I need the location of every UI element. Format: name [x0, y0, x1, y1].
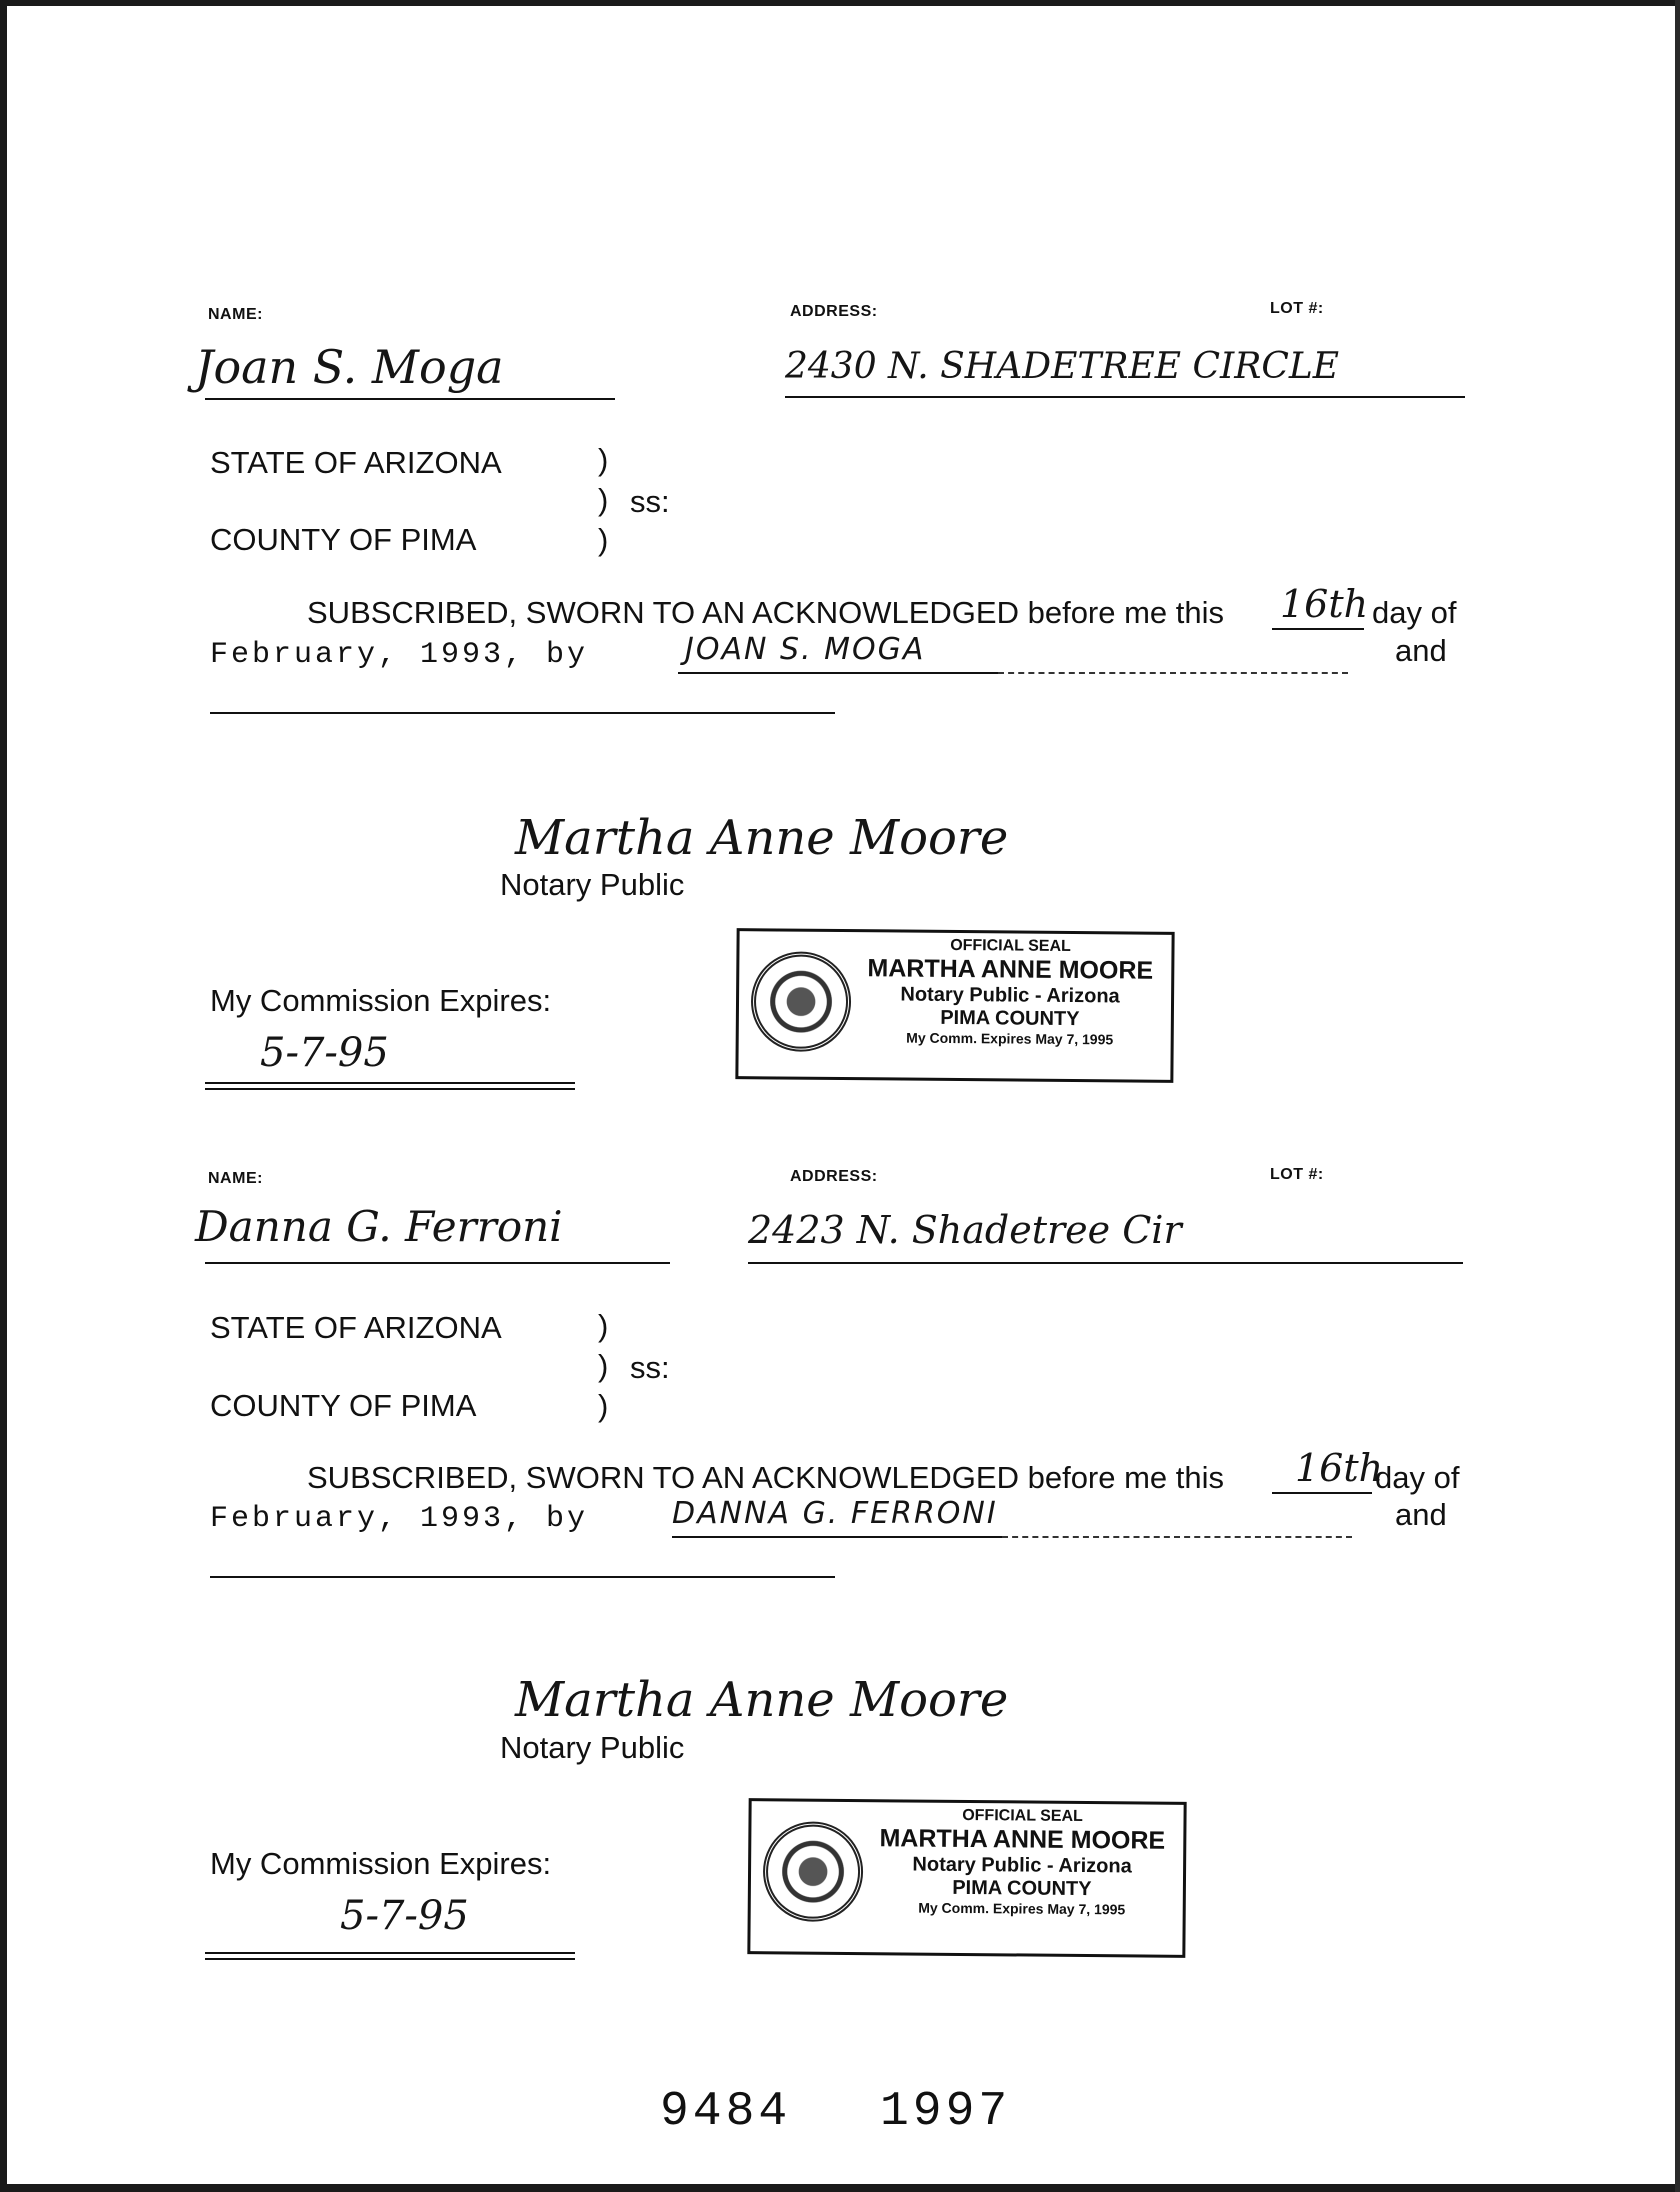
printed-name: DANNA G. FERRONI — [672, 1496, 998, 1531]
notary-signature: Martha Anne Moore — [515, 810, 1009, 866]
scan-border-right — [1675, 0, 1680, 2192]
commission-label: My Commission Expires: — [210, 1846, 552, 1881]
notary-public-label: Notary Public — [500, 1730, 685, 1765]
seal-name: MARTHA ANNE MOORE — [879, 1824, 1166, 1855]
day-line — [1272, 1492, 1372, 1494]
paren: ) — [598, 1308, 609, 1343]
notary-signature: Martha Anne Moore — [515, 1672, 1009, 1728]
scan-border-bottom — [0, 2184, 1680, 2192]
name-signature: Danna G. Ferroni — [195, 1202, 563, 1251]
seal-county: PIMA COUNTY — [952, 1876, 1092, 1901]
official-seal — [747, 1798, 1186, 1958]
paren: ) — [598, 442, 609, 477]
seal-expires: My Comm. Expires May 7, 1995 — [906, 1029, 1114, 1048]
address-value: 2423 N. Shadetree Cir — [748, 1208, 1182, 1252]
county-label: COUNTY OF PIMA — [210, 522, 477, 557]
blank-line — [210, 712, 835, 714]
ss-label: ss: — [630, 1350, 670, 1385]
seal-name: MARTHA ANNE MOORE — [867, 954, 1154, 985]
oath-day-of: day of — [1372, 595, 1457, 630]
oath-day: 16th — [1295, 1446, 1384, 1490]
address-value: 2430 N. SHADETREE CIRCLE — [785, 346, 1340, 387]
notary-public-label: Notary Public — [500, 867, 685, 902]
commission-date: 5-7-95 — [340, 1893, 469, 1939]
footer-number-right: 1997 — [880, 2085, 1012, 2139]
ss-label: ss: — [630, 484, 670, 519]
state-label: STATE OF ARIZONA — [210, 445, 502, 480]
lot-label: LOT #: — [1270, 300, 1324, 317]
footer-number-left: 9484 — [660, 2085, 792, 2139]
address-line — [785, 396, 1465, 398]
county-label: COUNTY OF PIMA — [210, 1388, 477, 1423]
address-label: ADDRESS: — [790, 1168, 878, 1185]
seal-title: OFFICIAL SEAL — [950, 936, 1071, 956]
printed-name-line — [672, 1536, 1002, 1538]
seal-text — [859, 936, 1162, 1048]
blank-line — [210, 1576, 835, 1578]
day-line — [1272, 628, 1364, 630]
paren: ) — [598, 1388, 609, 1423]
address-label: ADDRESS: — [790, 303, 878, 320]
lot-label: LOT #: — [1270, 1166, 1324, 1183]
name-line — [205, 398, 615, 400]
oath-month-year-by: February, 1993, by — [210, 1502, 589, 1536]
paren: ) — [598, 482, 609, 517]
paren: ) — [598, 522, 609, 557]
name-label: NAME: — [208, 1170, 263, 1187]
state-seal-emblem — [763, 1821, 864, 1922]
state-label: STATE OF ARIZONA — [210, 1310, 502, 1345]
oath-month-year-by: February, 1993, by — [210, 638, 589, 672]
seal-expires: My Comm. Expires May 7, 1995 — [918, 1899, 1126, 1918]
printed-name: JOAN S. MOGA — [685, 632, 926, 667]
oath-line-1: SUBSCRIBED, SWORN TO AN ACKNOWLEDGED before me this — [307, 595, 1225, 630]
oath-day-of: day of — [1375, 1460, 1460, 1495]
oath-and: and — [1395, 633, 1447, 668]
seal-role: Notary Public - Arizona — [900, 983, 1120, 1008]
official-seal — [735, 928, 1174, 1083]
name-signature: Joan S. Moga — [195, 340, 504, 394]
printed-name-dashes — [1002, 1536, 1352, 1538]
name-label: NAME: — [208, 306, 263, 323]
seal-title: OFFICIAL SEAL — [962, 1806, 1083, 1826]
commission-line — [205, 1952, 575, 1960]
printed-name-line — [678, 672, 998, 674]
state-seal-emblem — [751, 951, 852, 1052]
oath-line-1: SUBSCRIBED, SWORN TO AN ACKNOWLEDGED before me this — [307, 1460, 1225, 1495]
printed-name-dashes — [998, 672, 1348, 674]
address-line — [748, 1262, 1463, 1264]
scan-border-left — [0, 0, 7, 2192]
scan-border-top — [0, 0, 1680, 6]
seal-text — [871, 1806, 1174, 1918]
seal-county: PIMA COUNTY — [940, 1006, 1080, 1031]
name-line — [205, 1262, 670, 1264]
seal-role: Notary Public - Arizona — [912, 1853, 1132, 1878]
commission-line — [205, 1082, 575, 1090]
commission-label: My Commission Expires: — [210, 983, 552, 1018]
paren: ) — [598, 1348, 609, 1383]
commission-date: 5-7-95 — [260, 1030, 389, 1076]
oath-day: 16th — [1280, 582, 1369, 626]
oath-and: and — [1395, 1497, 1447, 1532]
